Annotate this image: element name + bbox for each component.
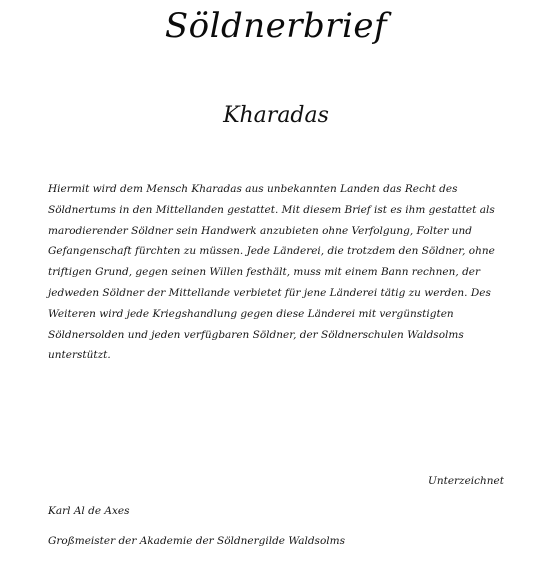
letter-body: Hiermit wird dem Mensch Kharadas aus unbekannten Landen das Recht des Söldnertums in den Mittellanden gestattet. Mit diesem Brief ist es ihm gestattet als marodierender Söldner sein Handwerk anzubieten ohne Verfolgung, Folter und Gefangenschaft fürchten zu müssen. Jede Länderei, die trotzdem den Söldner, ohne triftigen Grund, gegen seinen Willen festhält, muss mit einem Bann rechnen, der jedweden Söldner der Mittellande verbietet für jene Länderei tätig zu werden. Des Weiteren wird jede Kriegshandlung gegen diese Länderei mit vergünstigten Söldnersolden und jeden verfügbaren Söldner, der Söldnerschulen Waldsolms unterstützt. [48, 183, 495, 362]
recipient-name: Kharadas [223, 103, 329, 128]
signed-label: Unterzeichnet [427, 475, 504, 487]
signer-title: Großmeister der Akademie der Söldnergilde Waldsolms [48, 535, 345, 547]
document-title: Söldnerbrief [164, 6, 388, 46]
signer-name: Karl Al de Axes [48, 505, 130, 517]
